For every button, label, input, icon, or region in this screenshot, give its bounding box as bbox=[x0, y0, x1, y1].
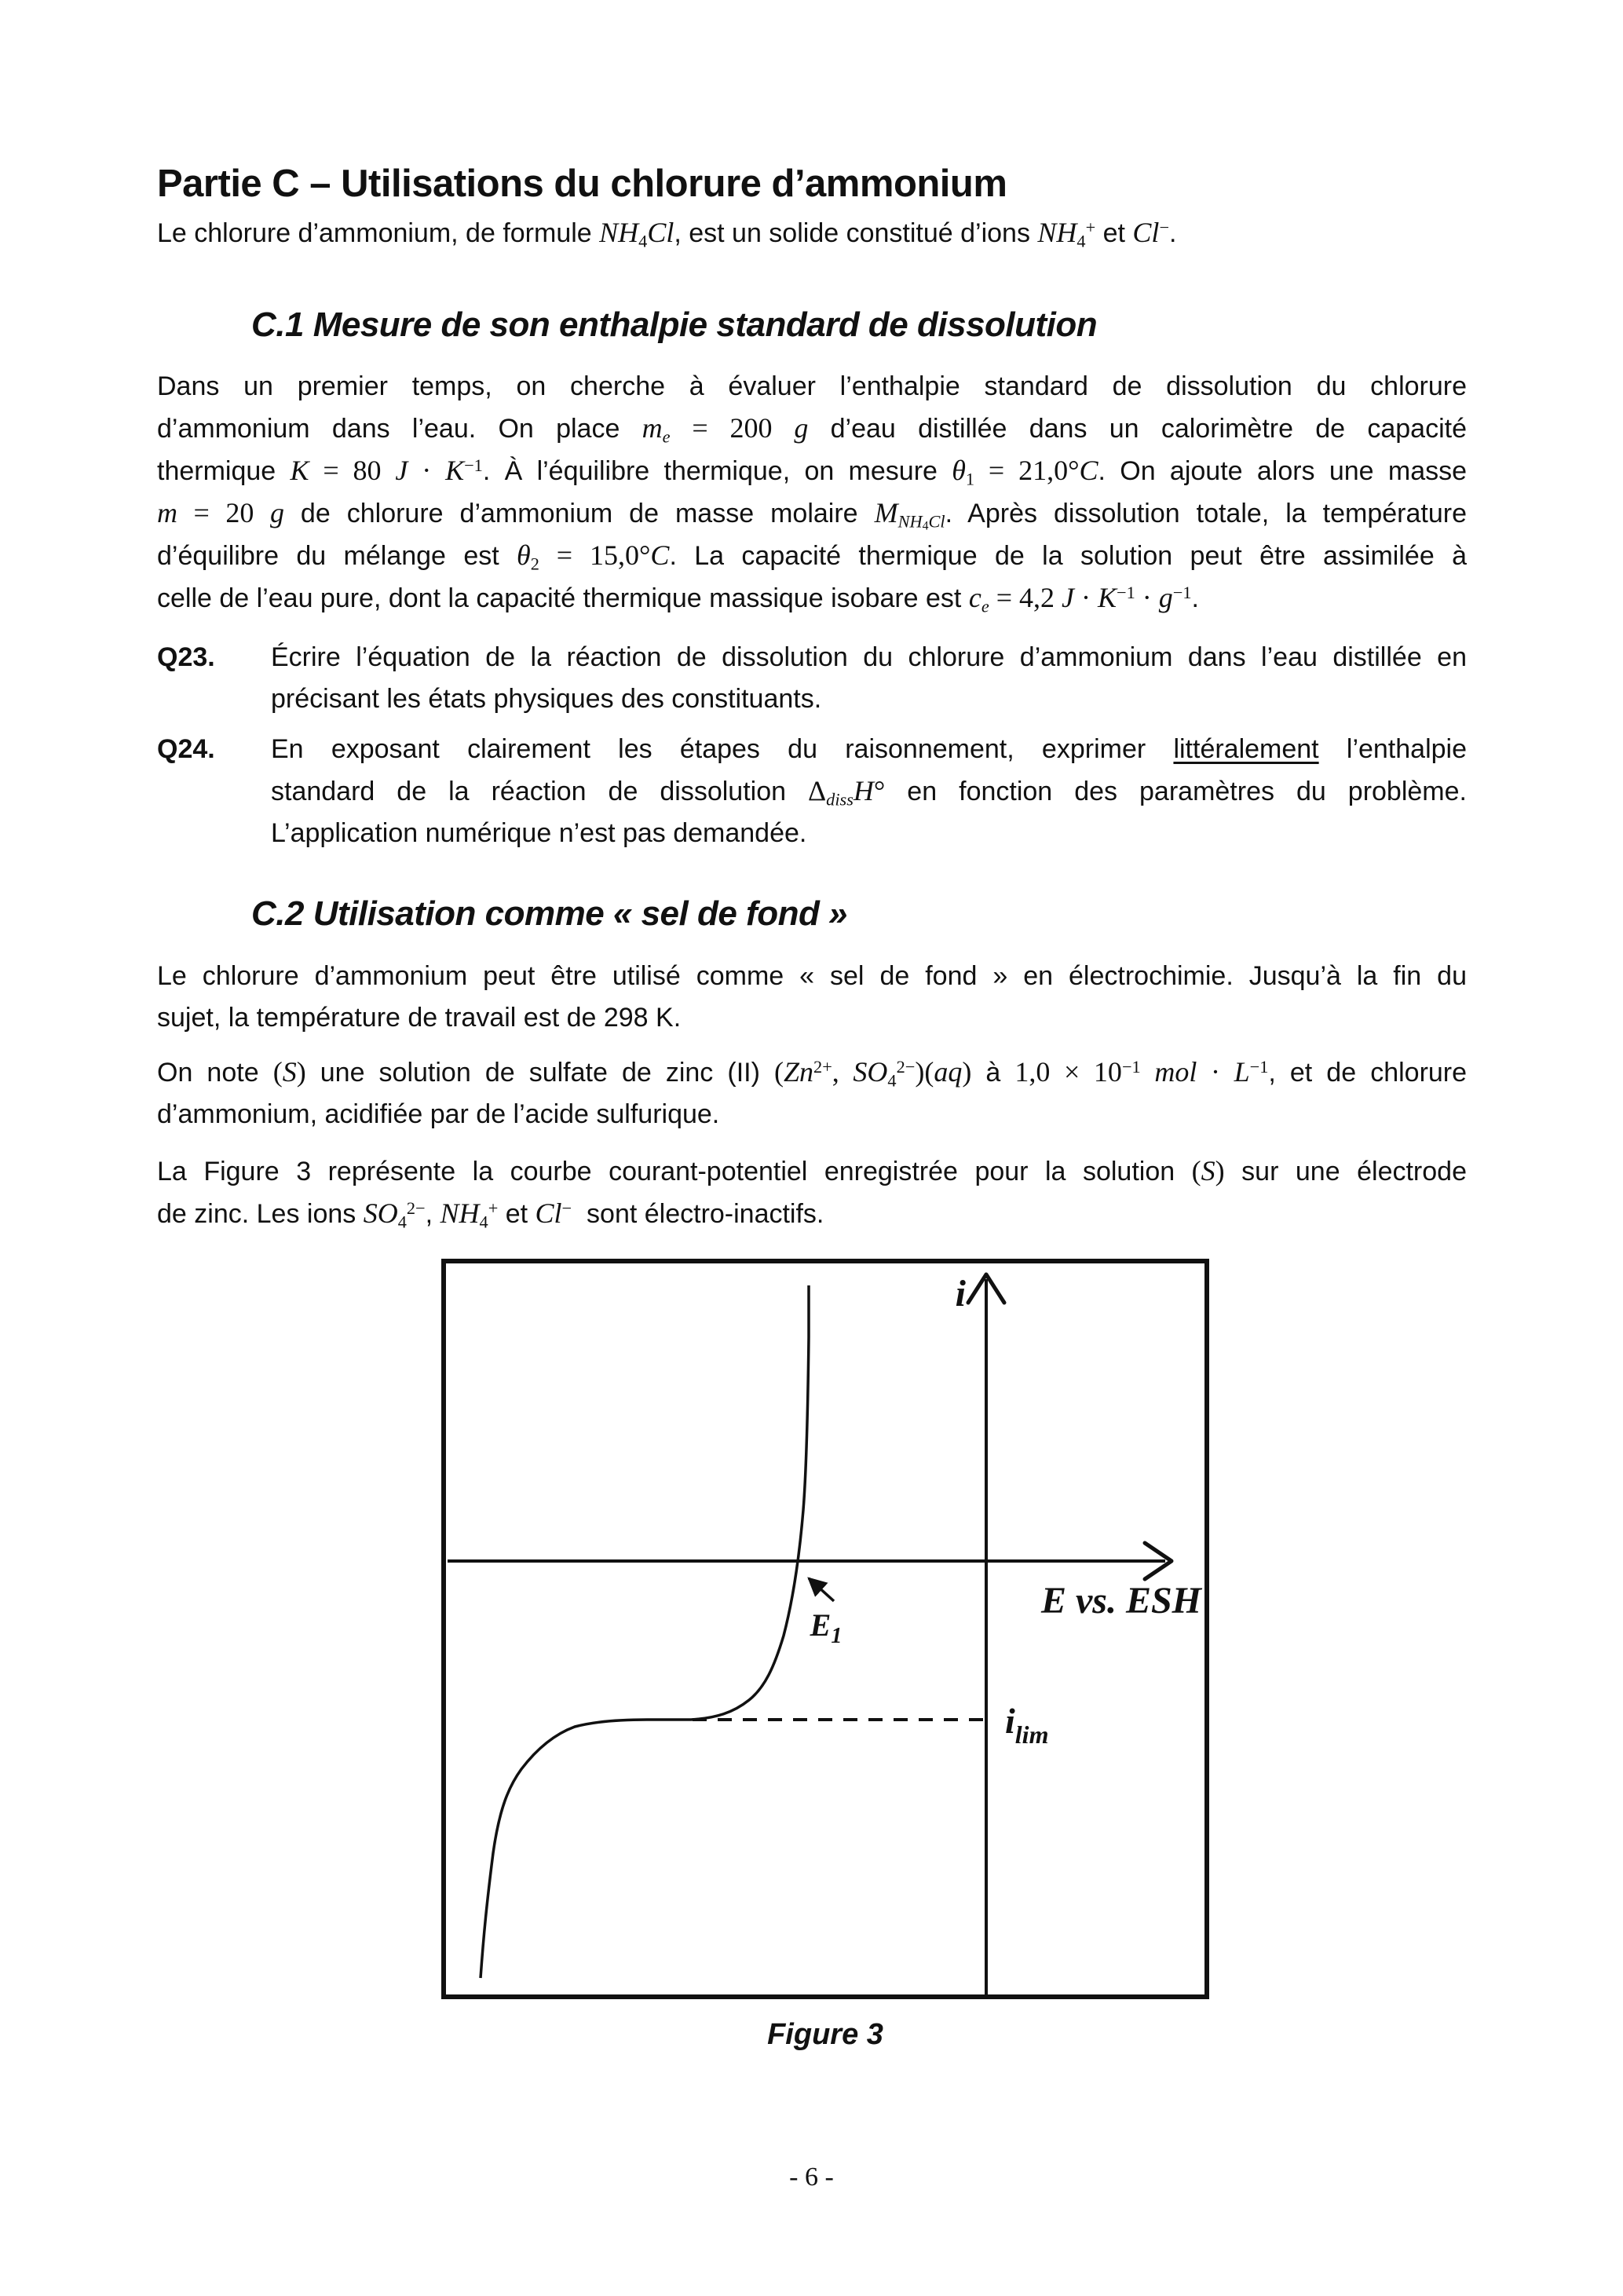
text-segment: , et de chlorure bbox=[1268, 1058, 1468, 1088]
underlined-text: littéralement bbox=[1173, 734, 1319, 764]
math-expression: $\Delta_{diss}H^\circ$ bbox=[808, 775, 886, 810]
text-segment: celle de l’eau pure, dont la capacité thermique massique isobare est bbox=[157, 583, 969, 613]
math-expression: (S) bbox=[1191, 1155, 1225, 1186]
text-segment: On note bbox=[157, 1058, 273, 1088]
c2-paragraph-2 bbox=[157, 1051, 1467, 1135]
c2-paragraph-1 bbox=[157, 956, 1467, 1039]
text-segment: En exposant clairement les étapes du raisonnement, exprimer bbox=[271, 734, 1174, 764]
text-segment: d’eau distillée dans un calorimètre de capacité bbox=[808, 414, 1467, 444]
text-segment: l’enthalpie bbox=[1318, 734, 1467, 764]
text-segment: . On ajoute alors une masse bbox=[1098, 456, 1468, 486]
ilim-label: $i_{lim}$ bbox=[1005, 1701, 1049, 1749]
math-expression: ($Zn^{2+}$, $SO_4^{2-})(aq)$ bbox=[774, 1056, 972, 1091]
text-line bbox=[271, 770, 1467, 813]
text-line bbox=[271, 729, 1467, 770]
text-line bbox=[271, 678, 1467, 720]
math-expression: Cl− bbox=[1132, 217, 1170, 248]
document-title: Partie C – Utilisations du chlorure d’ammonium bbox=[157, 163, 1007, 205]
text-segment: Dans un premier temps, on cherche à évaluer l’enthalpie standard de dissolution du chlorure bbox=[157, 371, 1467, 401]
text-segment: d’ammonium dans l’eau. On place bbox=[157, 414, 642, 444]
math-expression: $NH_4Cl$ bbox=[599, 217, 674, 251]
text-line bbox=[157, 577, 1467, 620]
math-expression: $1,0 \times 10^{-1}$ mol · $L^{-1}$ bbox=[1014, 1056, 1269, 1088]
figure-3-plot bbox=[441, 1259, 1209, 1999]
question-q23 bbox=[157, 637, 1467, 720]
text-segment: . Après dissolution totale, la température bbox=[945, 499, 1467, 528]
text-line bbox=[157, 408, 1467, 450]
math-expression: $\theta_2 = 15,0^\circ C$ bbox=[517, 539, 670, 574]
text-line bbox=[157, 997, 1467, 1039]
text-segment: . La capacité thermique de la solution peut être assimilée à bbox=[669, 541, 1467, 571]
q23-text bbox=[271, 637, 1467, 720]
text-line bbox=[271, 637, 1467, 678]
math-expression: m = 20 g bbox=[157, 497, 284, 528]
text-segment: La Figure 3 représente la courbe courant-potentiel enregistrée pour la solution bbox=[157, 1157, 1192, 1186]
c1-paragraph bbox=[157, 366, 1467, 620]
math-expression: $m_e = 200$ g bbox=[642, 412, 809, 447]
text-line bbox=[157, 956, 1467, 997]
section-c1-heading: C.1 Mesure de son enthalpie standard de dissolution bbox=[251, 305, 1098, 344]
figure-3 bbox=[441, 1259, 1209, 1999]
text-segment: une solution de sulfate de zinc (II) bbox=[305, 1058, 774, 1088]
intro-paragraph bbox=[157, 212, 1467, 254]
text-line bbox=[157, 492, 1467, 535]
text-segment: et bbox=[1095, 218, 1133, 248]
text-segment: sont électro-inactifs. bbox=[572, 1199, 824, 1229]
math-expression: $c_e = 4,2$ $J \cdot K^{-1} \cdot g^{-1}$ bbox=[968, 582, 1192, 616]
text-segment: et bbox=[498, 1199, 536, 1229]
e1-label: $E_1$ bbox=[810, 1607, 843, 1648]
y-axis-label: i bbox=[955, 1273, 966, 1314]
text-segment: , bbox=[425, 1199, 440, 1229]
math-expression: $NH_4^+$ bbox=[1037, 217, 1096, 251]
page-number: - 6 - bbox=[789, 2163, 834, 2192]
text-segment: en fonction des paramètres du problème. bbox=[885, 777, 1467, 806]
text-line bbox=[271, 813, 1467, 854]
math-expression: (S) bbox=[272, 1056, 306, 1088]
math-expression: Cl− bbox=[535, 1197, 572, 1229]
text-segment: Le chlorure d’ammonium peut être utilisé comme « sel de fond » en électrochimie. Jusqu’à la fin du bbox=[157, 961, 1467, 991]
text-segment: L’application numérique n’est pas demandée. bbox=[271, 818, 807, 848]
text-line bbox=[157, 1193, 1467, 1235]
text-line bbox=[157, 1051, 1467, 1094]
text-segment: Écrire l’équation de la réaction de dissolution du chlorure d’ammonium dans l’eau distillée en bbox=[271, 642, 1467, 672]
section-c2-heading: C.2 Utilisation comme « sel de fond » bbox=[251, 894, 848, 933]
question-q24 bbox=[157, 729, 1467, 854]
text-segment: . bbox=[1191, 583, 1199, 613]
text-segment: standard de la réaction de dissolution bbox=[271, 777, 809, 806]
math-expression: $NH_4^+$ bbox=[440, 1197, 499, 1232]
text-line bbox=[157, 366, 1467, 408]
c2-paragraph-3 bbox=[157, 1150, 1467, 1235]
q24-text bbox=[271, 729, 1467, 854]
text-segment: précisant les états physiques des constituants. bbox=[271, 684, 822, 714]
text-segment: thermique bbox=[157, 456, 291, 486]
text-segment: sujet, la température de travail est de 298 K. bbox=[157, 1003, 682, 1033]
text-line bbox=[157, 1150, 1467, 1193]
text-line bbox=[157, 535, 1467, 577]
text-segment: d’ammonium, acidifiée par de l’acide sulfurique. bbox=[157, 1099, 720, 1129]
text-segment: de zinc. Les ions bbox=[157, 1199, 364, 1229]
math-expression: $SO_4^{2-}$ bbox=[363, 1197, 426, 1232]
text-segment: , est un solide constitué d’ions bbox=[674, 218, 1038, 248]
q23-label: Q23. bbox=[157, 642, 215, 672]
text-line bbox=[157, 212, 1467, 254]
text-segment: sur une électrode bbox=[1224, 1157, 1467, 1186]
text-segment: à bbox=[971, 1058, 1015, 1088]
text-segment: . À l’équilibre thermique, on mesure bbox=[482, 456, 952, 486]
text-segment: de chlorure d’ammonium de masse molaire bbox=[283, 499, 875, 528]
text-segment: Le chlorure d’ammonium, de formule bbox=[157, 218, 600, 248]
text-segment: . bbox=[1169, 218, 1177, 248]
math-expression: K = 80 $J \cdot K^{-1}$ bbox=[290, 455, 483, 486]
math-expression: $\theta_1 = 21,0^\circ C$ bbox=[952, 455, 1098, 489]
math-expression: $M_{NH4Cl}$ bbox=[874, 497, 945, 533]
text-line bbox=[157, 1094, 1467, 1135]
q24-label: Q24. bbox=[157, 734, 215, 764]
x-axis-label: E vs. ESH bbox=[1040, 1580, 1201, 1621]
text-line bbox=[157, 450, 1467, 492]
figure-caption: Figure 3 bbox=[767, 2018, 883, 2051]
text-segment: d’équilibre du mélange est bbox=[157, 541, 517, 571]
